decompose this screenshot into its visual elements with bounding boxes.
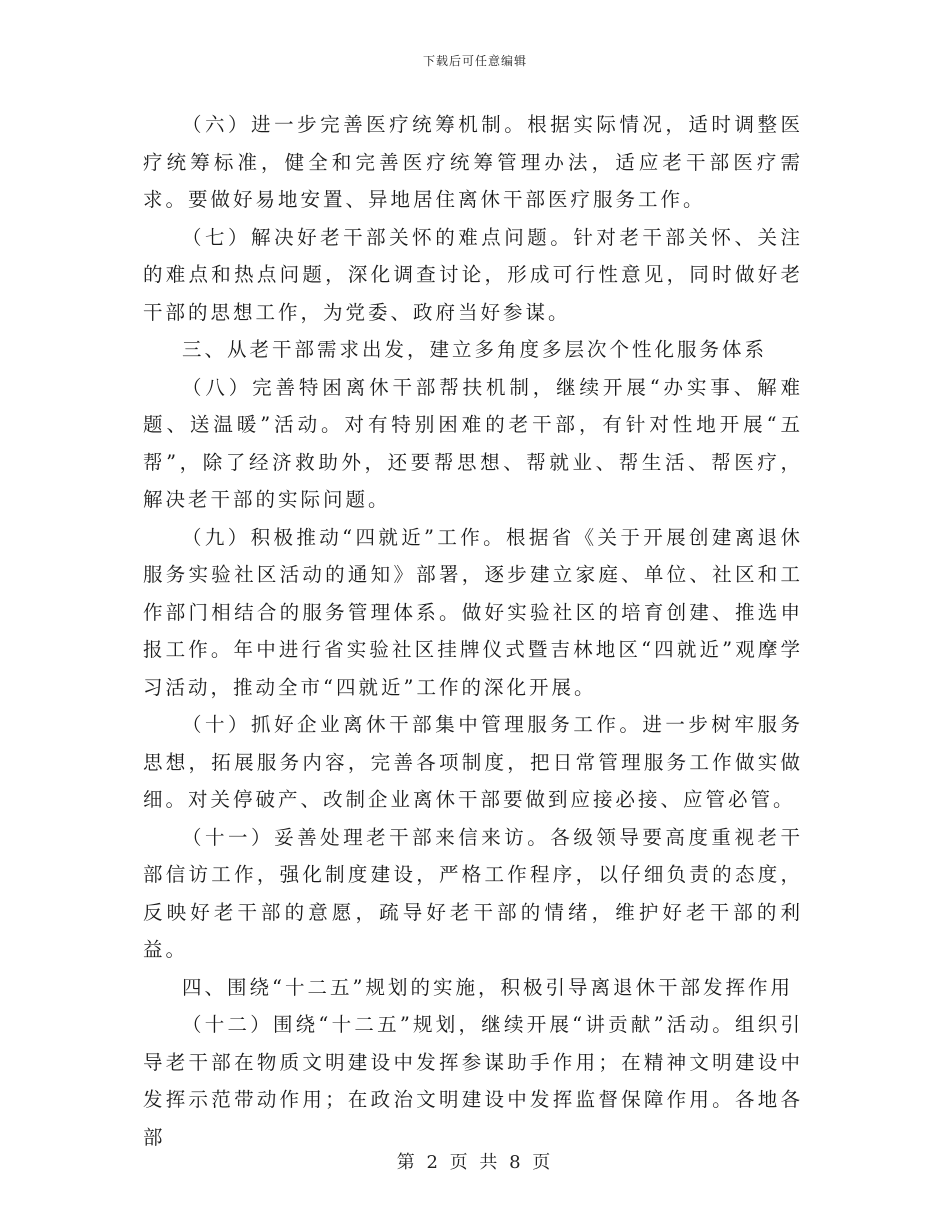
paragraph-9-four-nearby: （九）积极推动“四就近”工作。根据省《关于开展创建离退休服务实验社区活动的通知》部署，逐步建立家庭、单位、社区和工作部门相结合的服务管理体系。做好实验社区的培育创建、推选申报工作。年中进行省实验社区挂牌仪式暨吉林地区“四就近”观摩学习活动，推动全市“四就近”工作的深化开展。 bbox=[143, 525, 803, 699]
section-heading-3: 三、从老干部需求出发，建立多角度多层次个性化服务体系 bbox=[182, 338, 768, 361]
paragraph-11-letters-visits: （十一）妥善处理老干部来信来访。各级领导要高度重视老干部信访工作，强化制度建设，严格工作程序，以仔细负责的态度，反映好老干部的意愿，疏导好老干部的情绪，维护好老干部的利益。 bbox=[143, 825, 803, 961]
paragraph-7-care-difficulties: （七）解决好老干部关怀的难点问题。针对老干部关怀、关注的难点和热点问题，深化调查讨论，形成可行性意见，同时做好老干部的思想工作，为党委、政府当好参谋。 bbox=[143, 225, 803, 324]
section-heading-4: 四、围绕“十二五”规划的实施，积极引导离退休干部发挥作用 bbox=[182, 975, 793, 999]
page-footer: 第 2 页 共 8 页 bbox=[396, 1152, 554, 1173]
paragraph-10-enterprise-retirees: （十）抓好企业离休干部集中管理服务工作。进一步树牢服务思想，拓展服务内容，完善各项制度，把日常管理服务工作做实做细。对关停破产、改制企业离休干部要做到应接必接、应管必管。 bbox=[143, 713, 803, 811]
page-header: 下载后可任意编辑 bbox=[422, 54, 527, 68]
paragraph-12-contribution-activity: （十二）围绕“十二五”规划，继续开展“讲贡献”活动。组织引导老干部在物质文明建设中发挥参谋助手作用；在精神文明建设中发挥示范带动作用；在政治文明建设中发挥监督保障作用。各地各部 bbox=[143, 1013, 803, 1149]
paragraph-8-assistance-mechanism: （八）完善特困离休干部帮扶机制，继续开展“办实事、解难题、送温暖”活动。对有特别困难的老干部，有针对性地开展“五帮”，除了经济救助外，还要帮思想、帮就业、帮生活、帮医疗，解决老干部的实际问题。 bbox=[143, 375, 803, 511]
document-body bbox=[143, 106, 803, 1156]
paragraph-6-medical-coordination: （六）进一步完善医疗统筹机制。根据实际情况，适时调整医疗统筹标准，健全和完善医疗统筹管理办法，适应老干部医疗需求。要做好易地安置、异地居住离休干部医疗服务工作。 bbox=[143, 113, 803, 211]
